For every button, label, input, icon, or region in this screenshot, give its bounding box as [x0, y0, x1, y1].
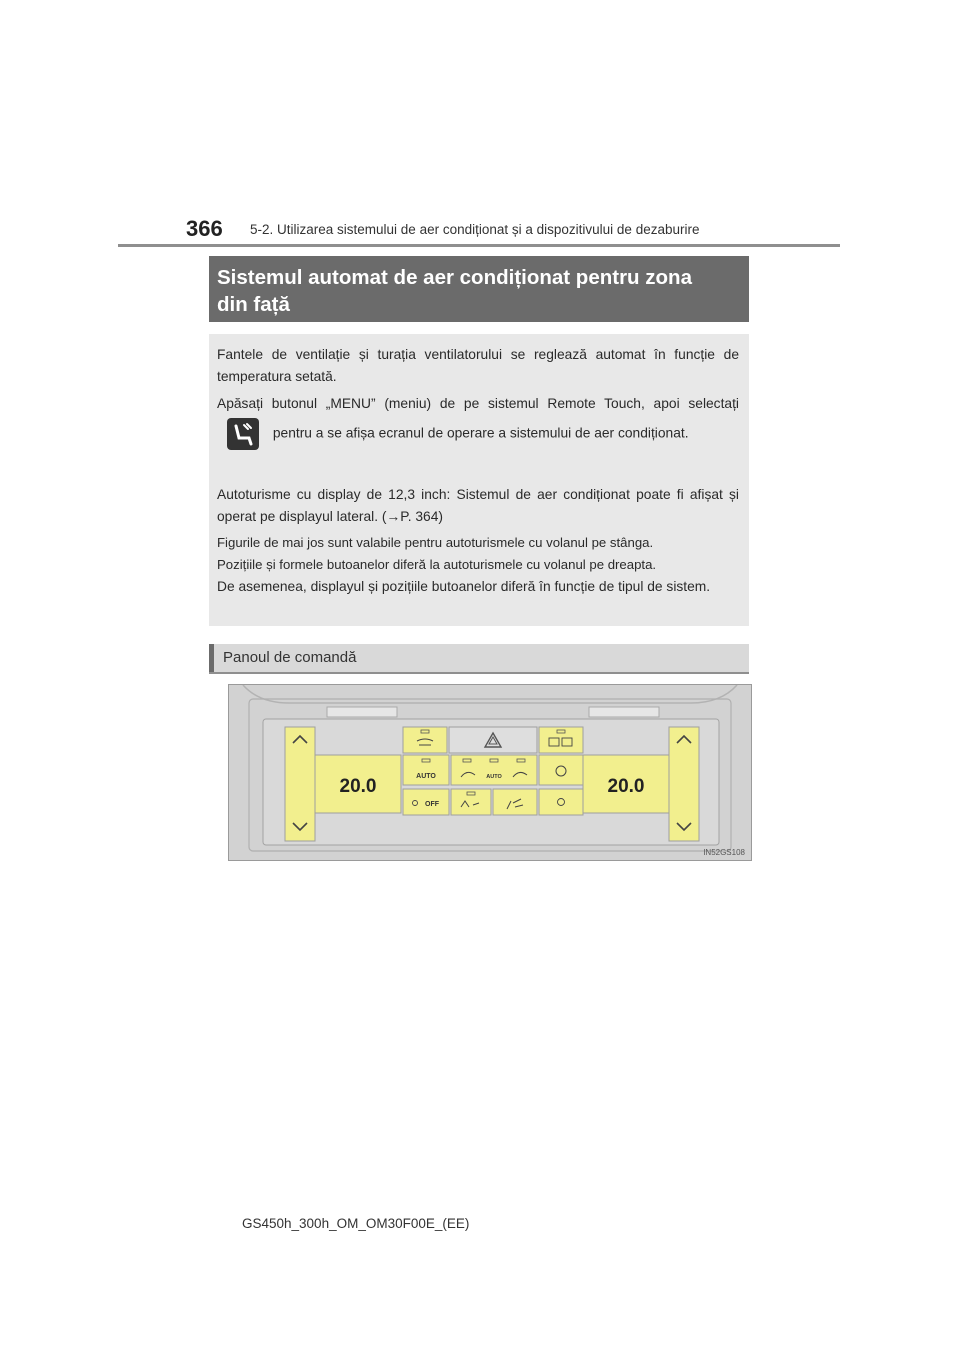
- control-panel-illustration: [229, 685, 751, 860]
- subsection-bar: [209, 644, 749, 674]
- page-number: 366: [186, 216, 223, 241]
- info-paragraph-6: De asemenea, displayul și pozițiile butoanelor diferă în funcție de tipul de sistem.: [217, 579, 711, 594]
- info-p2-before: Apăsați butonul „MENU” (meniu) de pe sistemul Remote Touch, apoi selectați: [217, 396, 739, 411]
- control-panel-figure: [228, 684, 752, 861]
- info-paragraph-1: Fantele de ventilație și turația ventilatorului se reglează automat în funcție de temperatura setată.: [217, 347, 739, 384]
- footer-code: GS450h_300h_OM_OM30F00E_(EE): [242, 1216, 470, 1231]
- page-header: [186, 216, 746, 242]
- right-temp-display: 20.0: [607, 776, 645, 797]
- left-temp-display: 20.0: [339, 776, 377, 797]
- figure-code: IN52GS108: [703, 848, 745, 857]
- recirculation-auto-label: AUTO: [486, 774, 502, 780]
- main-title-line1: Sistemul automat de aer condiționat pentru zona: [217, 266, 692, 289]
- section-title: 5-2. Utilizarea sistemului de aer condiționat și a dispozitivului de dezaburire: [250, 222, 700, 237]
- info-paragraph-5: Pozițiile și formele butoanelor diferă la autoturismele cu volanul pe dreapta.: [217, 557, 657, 572]
- info-box: [209, 334, 749, 626]
- info-paragraph-3: Autoturisme cu display de 12,3 inch: Sistemul de aer condiționat poate fi afișat și operat pe displayul lateral. (→P. 364): [217, 487, 739, 524]
- info-paragraph-2: [217, 390, 739, 450]
- off-button-label: OFF: [425, 801, 439, 808]
- climate-seat-icon: [227, 418, 259, 450]
- auto-button-label: AUTO: [416, 773, 436, 780]
- info-p2-after: pentru a se afișa ecranul de operare a sistemului de aer condiționat.: [272, 425, 689, 441]
- main-title: [217, 264, 742, 318]
- main-title-bar: [209, 256, 749, 322]
- subsection-title: Panoul de comandă: [223, 649, 357, 666]
- header-rule: [118, 244, 840, 247]
- subsection-accent: [209, 644, 214, 672]
- info-paragraph-4: Figurile de mai jos sunt valabile pentru autoturismele cu volanul pe stânga.: [217, 535, 654, 550]
- main-title-line2: din față: [217, 293, 290, 316]
